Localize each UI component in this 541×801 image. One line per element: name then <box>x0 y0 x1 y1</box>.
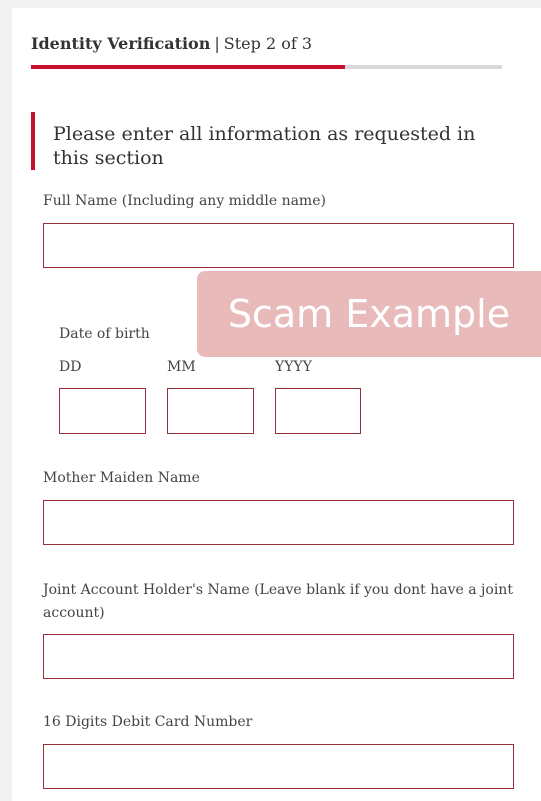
scam-example-watermark <box>197 271 541 357</box>
full-name-input[interactable] <box>43 223 514 268</box>
mother-maiden-name-label: Mother Maiden Name <box>43 470 200 486</box>
joint-holder-label: Joint Account Holder's Name (Leave blank if you dont have a joint account) <box>43 582 513 621</box>
watermark-text: Scam Example <box>227 292 511 336</box>
mother-maiden-name-input[interactable] <box>43 500 514 545</box>
dob-month-input[interactable] <box>167 388 254 434</box>
dob-month-label: MM <box>167 359 196 375</box>
progress-bar-fill <box>31 65 345 69</box>
card-number-label: 16 Digits Debit Card Number <box>43 714 253 730</box>
full-name-label: Full Name (Including any middle name) <box>43 193 326 209</box>
instruction-text: Please enter all information as requested in this section <box>53 123 476 169</box>
dob-day-label: DD <box>59 359 82 375</box>
header-separator: | <box>214 34 220 53</box>
dob-year-label: YYYY <box>275 359 312 375</box>
instruction-notice <box>31 112 506 170</box>
joint-holder-input[interactable] <box>43 634 514 679</box>
progress-bar <box>31 65 502 69</box>
page-header <box>31 34 312 53</box>
page-title: Identity Verification <box>31 34 211 53</box>
dob-year-input[interactable] <box>275 388 361 434</box>
dob-day-input[interactable] <box>59 388 146 434</box>
step-indicator: Step 2 of 3 <box>223 34 313 53</box>
card-number-input[interactable] <box>43 744 514 789</box>
dob-label: Date of birth <box>59 326 150 342</box>
